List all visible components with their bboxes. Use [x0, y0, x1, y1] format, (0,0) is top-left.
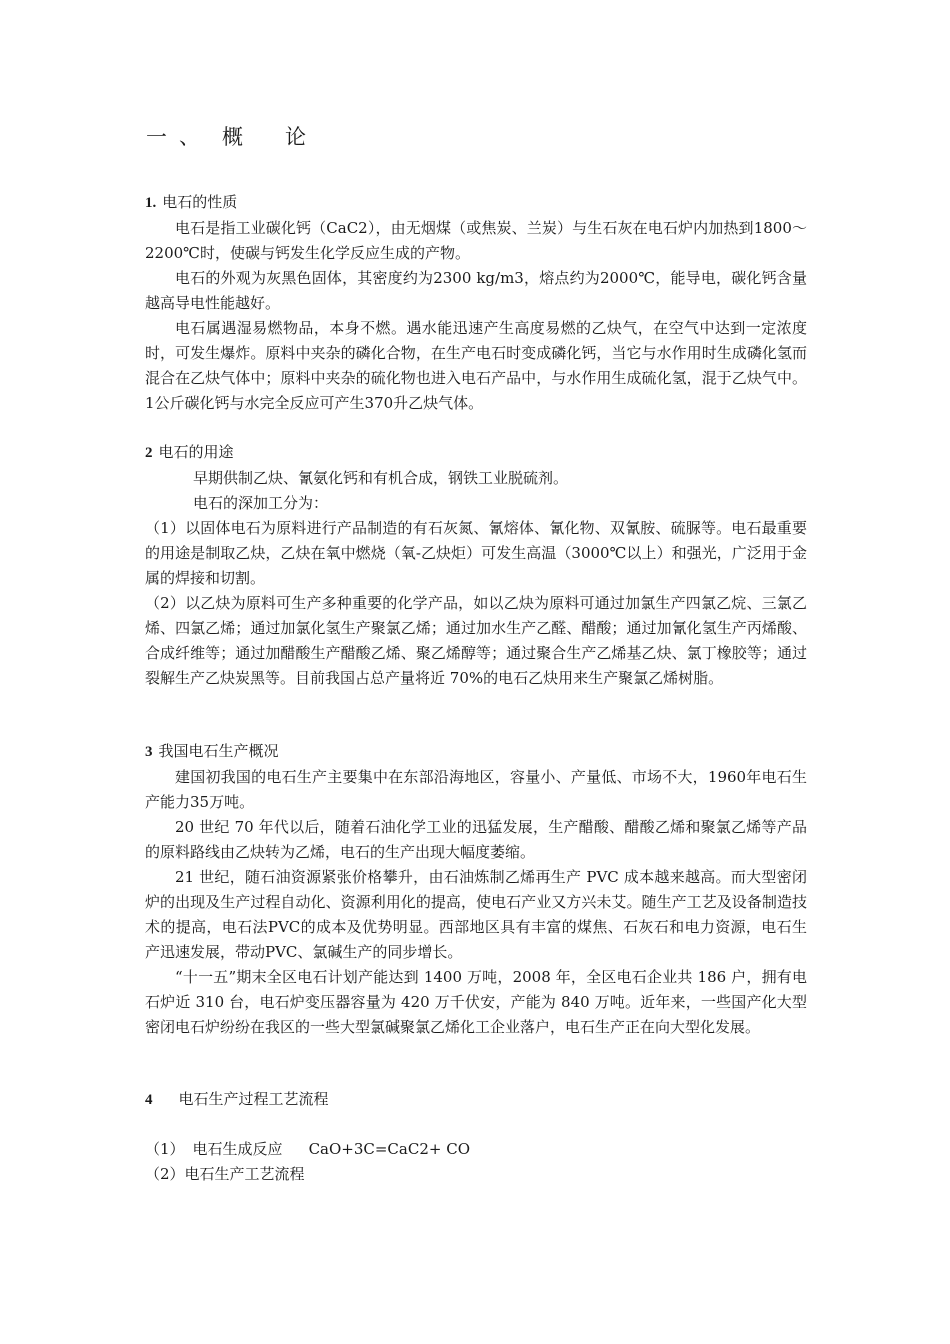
section-1-paragraph-1: 电石是指工业碳化钙（CaC2），由无烟煤（或焦炭、兰炭）与生石灰在电石炉内加热到1800～2200℃时，使碳与钙发生化学反应生成的产物。: [145, 219, 807, 262]
section-3-paragraph-2: 20 世纪 70 年代以后，随着石油化学工业的迅猛发展，生产醋酸、醋酸乙烯和聚氯乙烯等产品的原料路线由乙炔转为乙烯，电石的生产出现大幅度萎缩。: [145, 818, 807, 861]
section-1-heading: [145, 190, 807, 216]
section-4-item-1-text: 电石生成反应: [192, 1140, 283, 1158]
chapter-title-char-2: 论: [285, 125, 306, 149]
section-1-paragraph-2: 电石的外观为灰黑色固体，其密度约为2300 kg/m3，熔点约为2000℃，能导电，碳化钙含量越高导电性能越好。: [145, 269, 807, 312]
section-2-number: 2: [145, 445, 153, 461]
section-3-heading-text: 我国电石生产概况: [158, 742, 279, 760]
section-3: [145, 739, 807, 1040]
section-4-item-1-number: （1）: [145, 1140, 185, 1158]
chapter-separator: 、: [179, 125, 200, 149]
section-2-paragraph-1: 早期供制乙炔、氰氨化钙和有机合成，钢铁工业脱硫剂。: [193, 469, 569, 487]
section-2: [145, 440, 807, 691]
section-4-heading: [145, 1087, 807, 1113]
section-4-items: [145, 1137, 807, 1187]
section-2-paragraph-2: 电石的深加工分为：: [193, 494, 329, 512]
section-1: [145, 190, 807, 416]
section-4-item-2: （2）电石生产工艺流程: [145, 1165, 305, 1183]
section-4-number: 4: [145, 1092, 153, 1108]
section-1-paragraph-3: 电石属遇湿易燃物品，本身不燃。遇水能迅速产生高度易燃的乙炔气，在空气中达到一定浓度时，可发生爆炸。原料中夹杂的磷化合物，在生产电石时变成磷化钙，当它与水作用时生成磷化氢而混合在乙炔气体中；原料中夹杂的硫化物也进入电石产品中，与水作用生成硫化氢，混于乙炔气中。 1公斤碳化钙与水完全反应可产生370升乙炔气体。: [145, 319, 807, 412]
section-4-item-1: [145, 1137, 807, 1162]
section-2-item-2: （2）以乙炔为原料可生产多种重要的化学产品，如以乙炔为原料可通过加氯生产四氯乙烷、三氯乙烯、四氯乙烯；通过加氯化氢生产聚氯乙烯；通过加水生产乙醛、醋酸；通过加氰化氢生产丙烯酸、合成纤维等；通过加醋酸生产醋酸乙烯、聚乙烯醇等；通过聚合生产乙烯基乙炔、氯丁橡胶等；通过裂解生产乙炔炭黑等。目前我国占总产量将近 70%的电石乙炔用来生产聚氯乙烯树脂。: [145, 594, 807, 687]
section-3-heading: [145, 739, 807, 765]
section-2-heading: [145, 440, 807, 466]
section-3-number: 3: [145, 744, 153, 760]
section-3-paragraph-3: 21 世纪，随石油资源紧张价格攀升，由石油炼制乙烯再生产 PVC 成本越来越高。而大型密闭炉的出现及生产过程自动化、资源利用化的提高，使电石产业又方兴未艾。随生产工艺及设备制造技术的提高，电石法PVC的成本及优势明显。西部地区具有丰富的煤焦、石灰石和电力资源，电石生产迅速发展，带动PVC、氯碱生产的同步增长。: [145, 868, 807, 961]
section-4-heading-text: 电石生产过程工艺流程: [178, 1090, 329, 1108]
reaction-formula: CaO+3C=CaC2+ CO: [308, 1140, 470, 1158]
chapter-title-char-1: 概: [222, 125, 243, 149]
chapter-title: [146, 121, 306, 151]
section-2-item-1: （1）以固体电石为原料进行产品制造的有石灰氮、氰熔体、氰化物、双氰胺、硫脲等。电石最重要的用途是制取乙炔，乙炔在氧中燃烧（氧-乙炔炬）可发生高温（3000℃以上）和强光，广泛用于金属的焊接和切割。: [145, 519, 807, 587]
section-1-number: 1.: [145, 195, 157, 211]
section-4: [145, 1087, 807, 1113]
section-3-paragraph-4: “十一五”期末全区电石计划产能达到 1400 万吨，2008 年，全区电石企业共 186 户，拥有电石炉近 310 台，电石炉变压器容量为 420 万千伏安，产能为 840 万吨。近年来，一些国产化大型密闭电石炉纷纷在我区的一些大型氯碱聚氯乙烯化工企业落户，电石生产正在向大型化发展。: [145, 968, 807, 1036]
chapter-number: 一: [146, 125, 167, 149]
section-1-heading-text: 电石的性质: [162, 193, 238, 211]
section-2-heading-text: 电石的用途: [158, 443, 234, 461]
section-3-paragraph-1: 建国初我国的电石生产主要集中在东部沿海地区，容量小、产量低、市场不大，1960年电石生产能力35万吨。: [145, 768, 807, 811]
